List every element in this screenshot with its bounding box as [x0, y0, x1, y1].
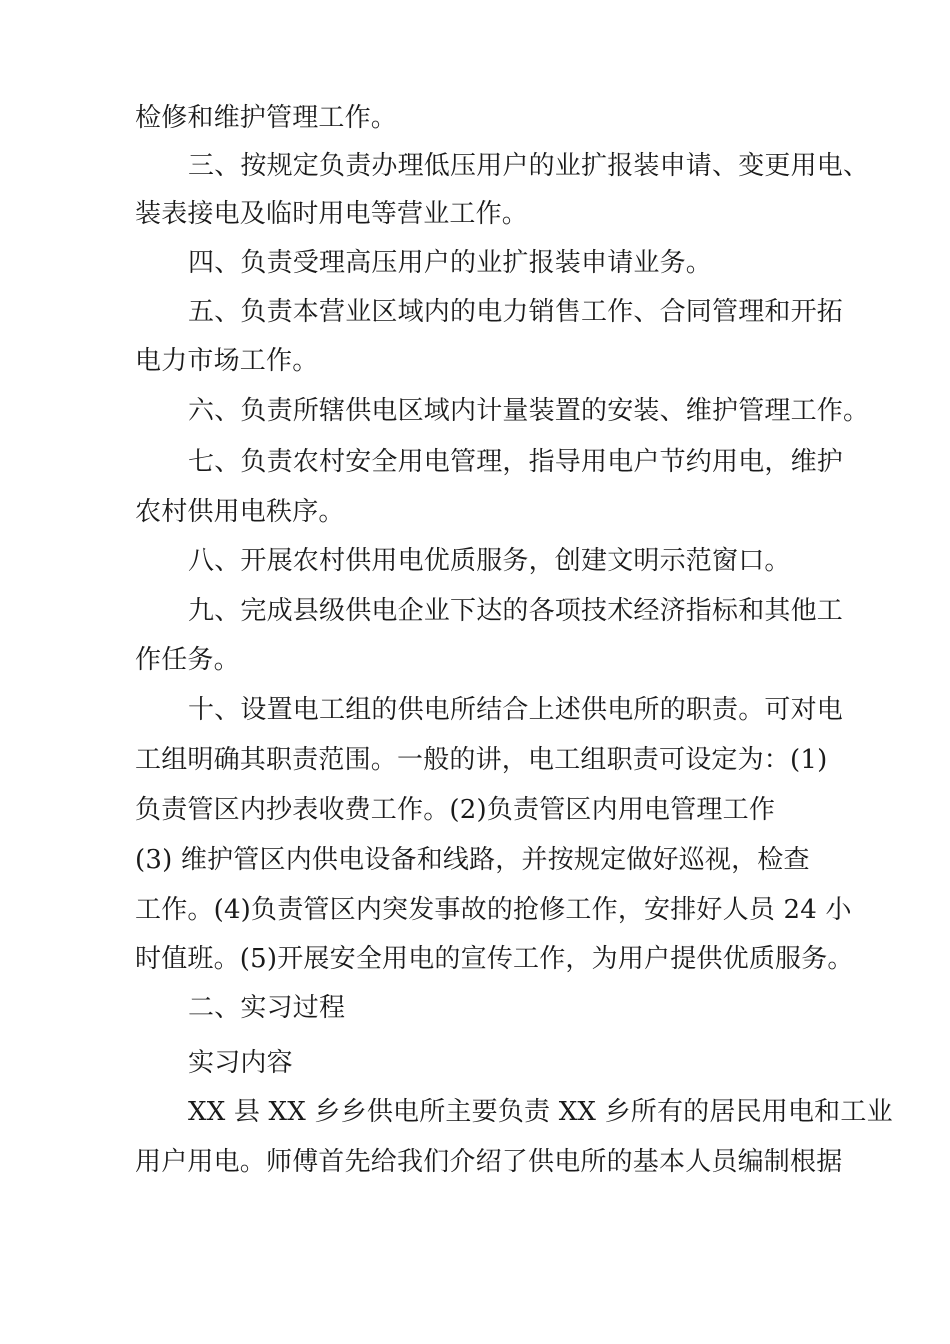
text-line: 十、设置电工组的供电所结合上述供电所的职责。可对电	[188, 695, 844, 725]
subsection-heading: 实习内容	[188, 1048, 293, 1078]
text-line: 三、按规定负责办理低压用户的业扩报装申请、变更用电、	[188, 151, 870, 181]
text-line: 装表接电及临时用电等营业工作。	[135, 199, 529, 229]
text-line: 八、开展农村供用电优质服务，创建文明示范窗口。	[188, 546, 791, 576]
text-line: 工组明确其职责范围。一般的讲，电工组职责可设定为：(1)	[135, 745, 828, 775]
text-line: 六、负责所辖供电区域内计量装置的安装、维护管理工作。	[188, 396, 870, 426]
text-line: 用户用电。师傅首先给我们介绍了供电所的基本人员编制根据	[135, 1147, 843, 1177]
text-line: 检修和维护管理工作。	[135, 103, 398, 133]
text-line: 农村供用电秩序。	[135, 497, 345, 527]
text-line: 工作。(4)负责管区内突发事故的抢修工作，安排好人员 24 小	[135, 895, 852, 925]
section-heading: 二、实习过程	[188, 993, 346, 1023]
text-line: 四、负责受理高压用户的业扩报装申请业务。	[188, 248, 713, 278]
text-line: 时值班。(5)开展安全用电的宣传工作，为用户提供优质服务。	[135, 944, 854, 974]
text-line: 五、负责本营业区域内的电力销售工作、合同管理和开拓	[188, 297, 844, 327]
text-line: (3) 维护管区内供电设备和线路，并按规定做好巡视，检查	[135, 845, 810, 875]
text-line: 七、负责农村安全用电管理，指导用电户节约用电，维护	[188, 447, 844, 477]
text-line: 九、完成县级供电企业下达的各项技术经济指标和其他工	[188, 596, 844, 626]
text-line: 负责管区内抄表收费工作。(2)负责管区内用电管理工作	[135, 795, 776, 825]
text-line: 电力市场工作。	[135, 346, 319, 376]
text-line: 作任务。	[135, 645, 240, 675]
text-line: XX 县 XX 乡乡供电所主要负责 XX 乡所有的居民用电和工业	[188, 1097, 893, 1127]
